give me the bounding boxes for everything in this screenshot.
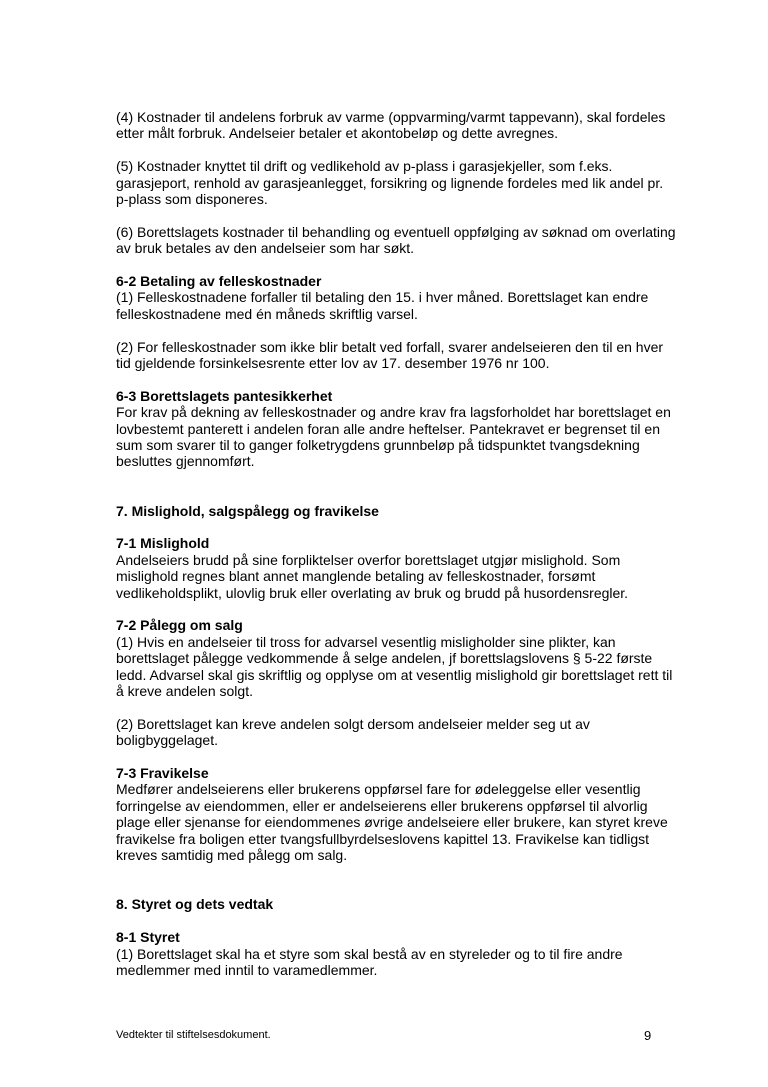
section-7-1-heading: 7-1 Mislighold [116,535,210,552]
section-8-1-paragraph-1: (1) Borettslaget skal ha et styre som skal bestå av en styreleder og to til fire andre medlemmer med inntil to varamedlemmer. [116,945,623,978]
paragraph-5: (5) Kostnader knyttet til drift og vedlikehold av p-plass i garasjekjeller, som f.eks. garasjeport, renhold av garasjeanlegget, forsikring og lignende fordeles med lik andel pr. p-plass som disponeres. [116,158,664,208]
section-6-3-paragraph-1: For krav på dekning av felleskostnader og andre krav fra lagsforholdet har borettslaget en lovbestemt panterett i andelen foran alle andre heftelser. Pantekravet er begrenset til en sum som svarer til to ganger folketrygdens grunnbeløp på tidspunktet tvangsdekning besluttes gjennomført. [116,404,671,470]
page-number: 9 [644,1028,652,1043]
chapter-7-heading: 7. Mislighold, salgspålegg og fravikelse [116,502,379,519]
section-7-2-paragraph-1: (1) Hvis en andelseier til tross for advarsel vesentlig misligholder sine plikter, kan borettslaget pålegge vedkommende å selge andelen, jf borettslagslovens § 5-22 første ledd. Advarsel skal gis skriftlig og opplyse om at vesentlig mislighold gir borettslaget rett til å kreve andelen solgt. [116,633,673,700]
section-6-2-paragraph-1: (1) Felleskostnadene forfaller til betaling den 15. i hver måned. Borettslaget kan endre felleskostnadene med én måneds skriftlig varsel. [116,289,649,322]
section-6-3-heading: 6-3 Borettslagets pantesikkerhet [116,387,333,404]
section-6-2-paragraph-2: (2) For felleskostnader som ikke blir betalt ved forfall, svarer andelseieren den til en hver tid gjeldende forsinkelsesrente etter lov av 17. desember 1976 nr 100. [116,338,664,372]
document-body [116,109,676,978]
section-7-2-paragraph-2: (2) Borettslaget kan kreve andelen solgt dersom andelseier melder seg ut av boligbyggelaget. [116,715,590,749]
spacer [116,486,676,502]
section-7-1-paragraph-1: Andelseiers brudd på sine forpliktelser overfor borettslaget utgjør mislighold. Som mislighold regnes blant annet manglende betaling av felleskostnader, forsømt vedlikeholdsplikt, ulovlig bruk eller overlating av bruk og brudd på husordensregler. [116,551,629,601]
chapter-8-heading: 8. Styret og dets vedtak [116,896,274,913]
section-7-3-heading: 7-3 Fravikelse [116,765,209,782]
spacer [116,880,676,896]
section-7-3-paragraph-1: Medfører andelseierens eller brukerens oppførsel fare for ødeleggelse eller vesentlig forringelse av eiendommen, eller er andelseierens eller brukerens oppførsel til alvorlig plage eller sjenanse for eiendommenes øvrige andelseiere eller brukere, kan styret kreve fravikelse fra boligen etter tvangsfullbyrdelseslovens kapittel 13. Fravikelse kan tidligst kreves samtidig med pålegg om salg. [116,781,668,864]
section-8-1-heading: 8-1 Styret [116,929,180,946]
footer-title: Vedtekter til stiftelsesdokument. [116,1029,271,1041]
paragraph-6: (6) Borettslagets kostnader til behandling og eventuell oppfølging av søknad om overlating av bruk betales av den andelseier som har søkt. [116,223,676,257]
section-6-2-heading: 6-2 Betaling av felleskostnader [116,273,322,290]
paragraph-4: (4) Kostnader til andelens forbruk av varme (oppvarming/varmt tappevann), skal fordeles etter målt forbruk. Andelseier betaler et akontobeløp og dette avregnes. [116,109,666,142]
section-7-2-heading: 7-2 Pålegg om salg [116,617,243,634]
